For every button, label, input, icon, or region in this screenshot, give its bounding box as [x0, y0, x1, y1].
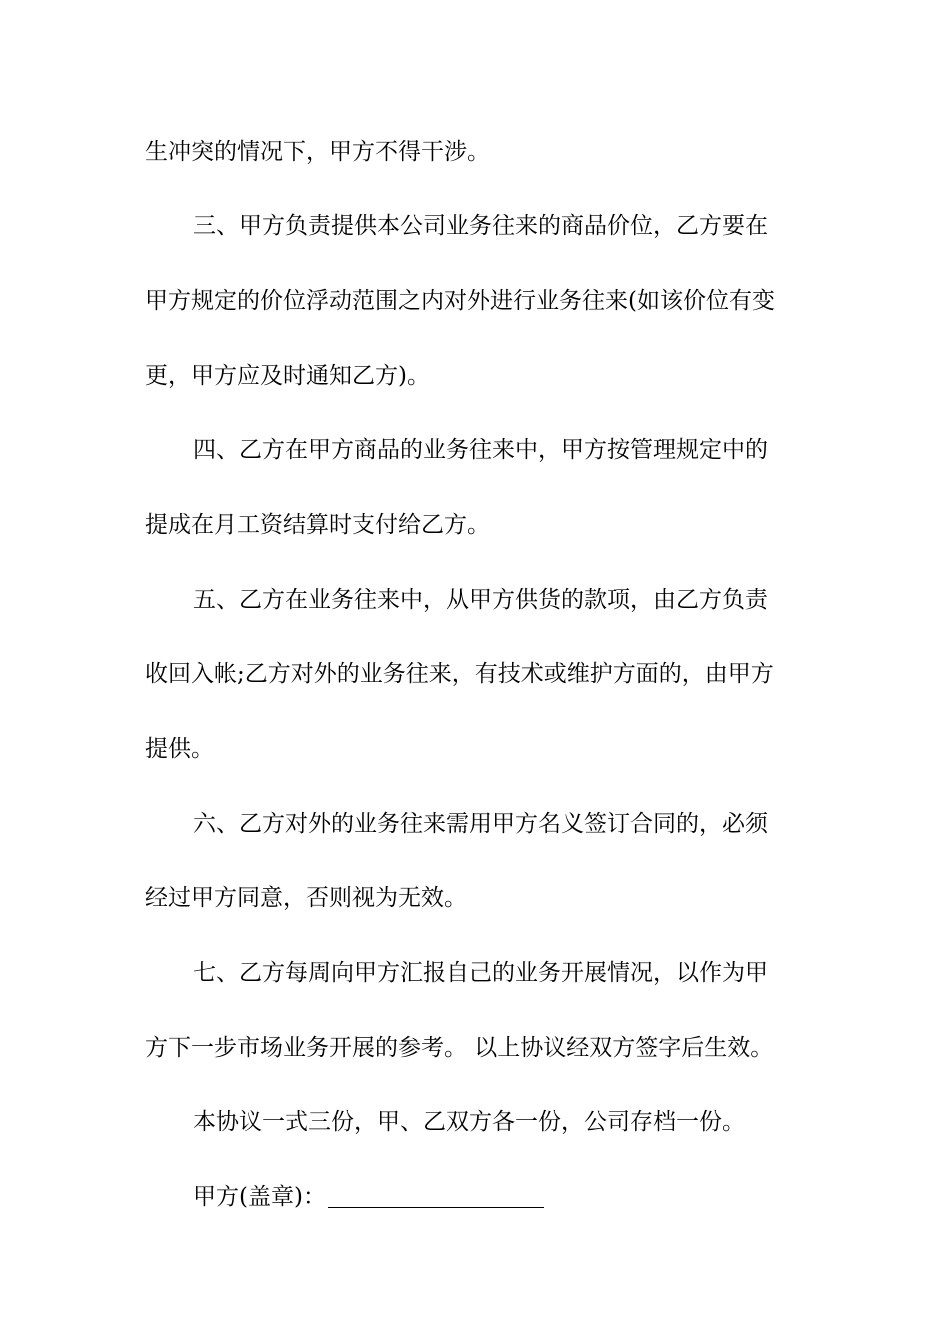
clause-five-line-3: 提供。 [145, 736, 214, 762]
clause-four-line-2: 提成在月工资结算时支付给乙方。 [145, 512, 490, 538]
clause-five-line-2: 收回入帐;乙方对外的业务往来，有技术或维护方面的，由甲方 [145, 661, 774, 687]
clause-six-line-2: 经过甲方同意，否则视为无效。 [145, 885, 467, 911]
clause-four-line-1: 四、乙方在甲方商品的业务往来中，甲方按管理规定中的 [193, 437, 768, 463]
paragraph-line-1: 生冲突的情况下，甲方不得干涉。 [145, 139, 490, 165]
party-a-signature-label: 甲方(盖章)： [193, 1184, 326, 1210]
clause-three-line-2: 甲方规定的价位浮动范围之内对外进行业务往来(如该价位有变 [145, 288, 775, 314]
clause-five-line-1: 五、乙方在业务往来中，从甲方供货的款项，由乙方负责 [193, 587, 768, 613]
copies-statement: 本协议一式三份，甲、乙双方各一份，公司存档一份。 [193, 1109, 745, 1135]
clause-seven-line-1: 七、乙方每周向甲方汇报自己的业务开展情况，以作为甲 [193, 960, 768, 986]
party-a-signature-blank [328, 1183, 544, 1208]
clause-three-line-3: 更，甲方应及时通知乙方)。 [145, 363, 430, 389]
party-a-signature-row [193, 1180, 815, 1214]
clause-seven-line-2: 方下一步市场业务开展的参考。 以上协议经双方签字后生效。 [145, 1035, 774, 1061]
clause-three-line-1: 三、甲方负责提供本公司业务往来的商品价位，乙方要在 [193, 213, 768, 239]
clause-six-line-1: 六、乙方对外的业务往来需用甲方名义签订合同的，必须 [193, 811, 768, 837]
